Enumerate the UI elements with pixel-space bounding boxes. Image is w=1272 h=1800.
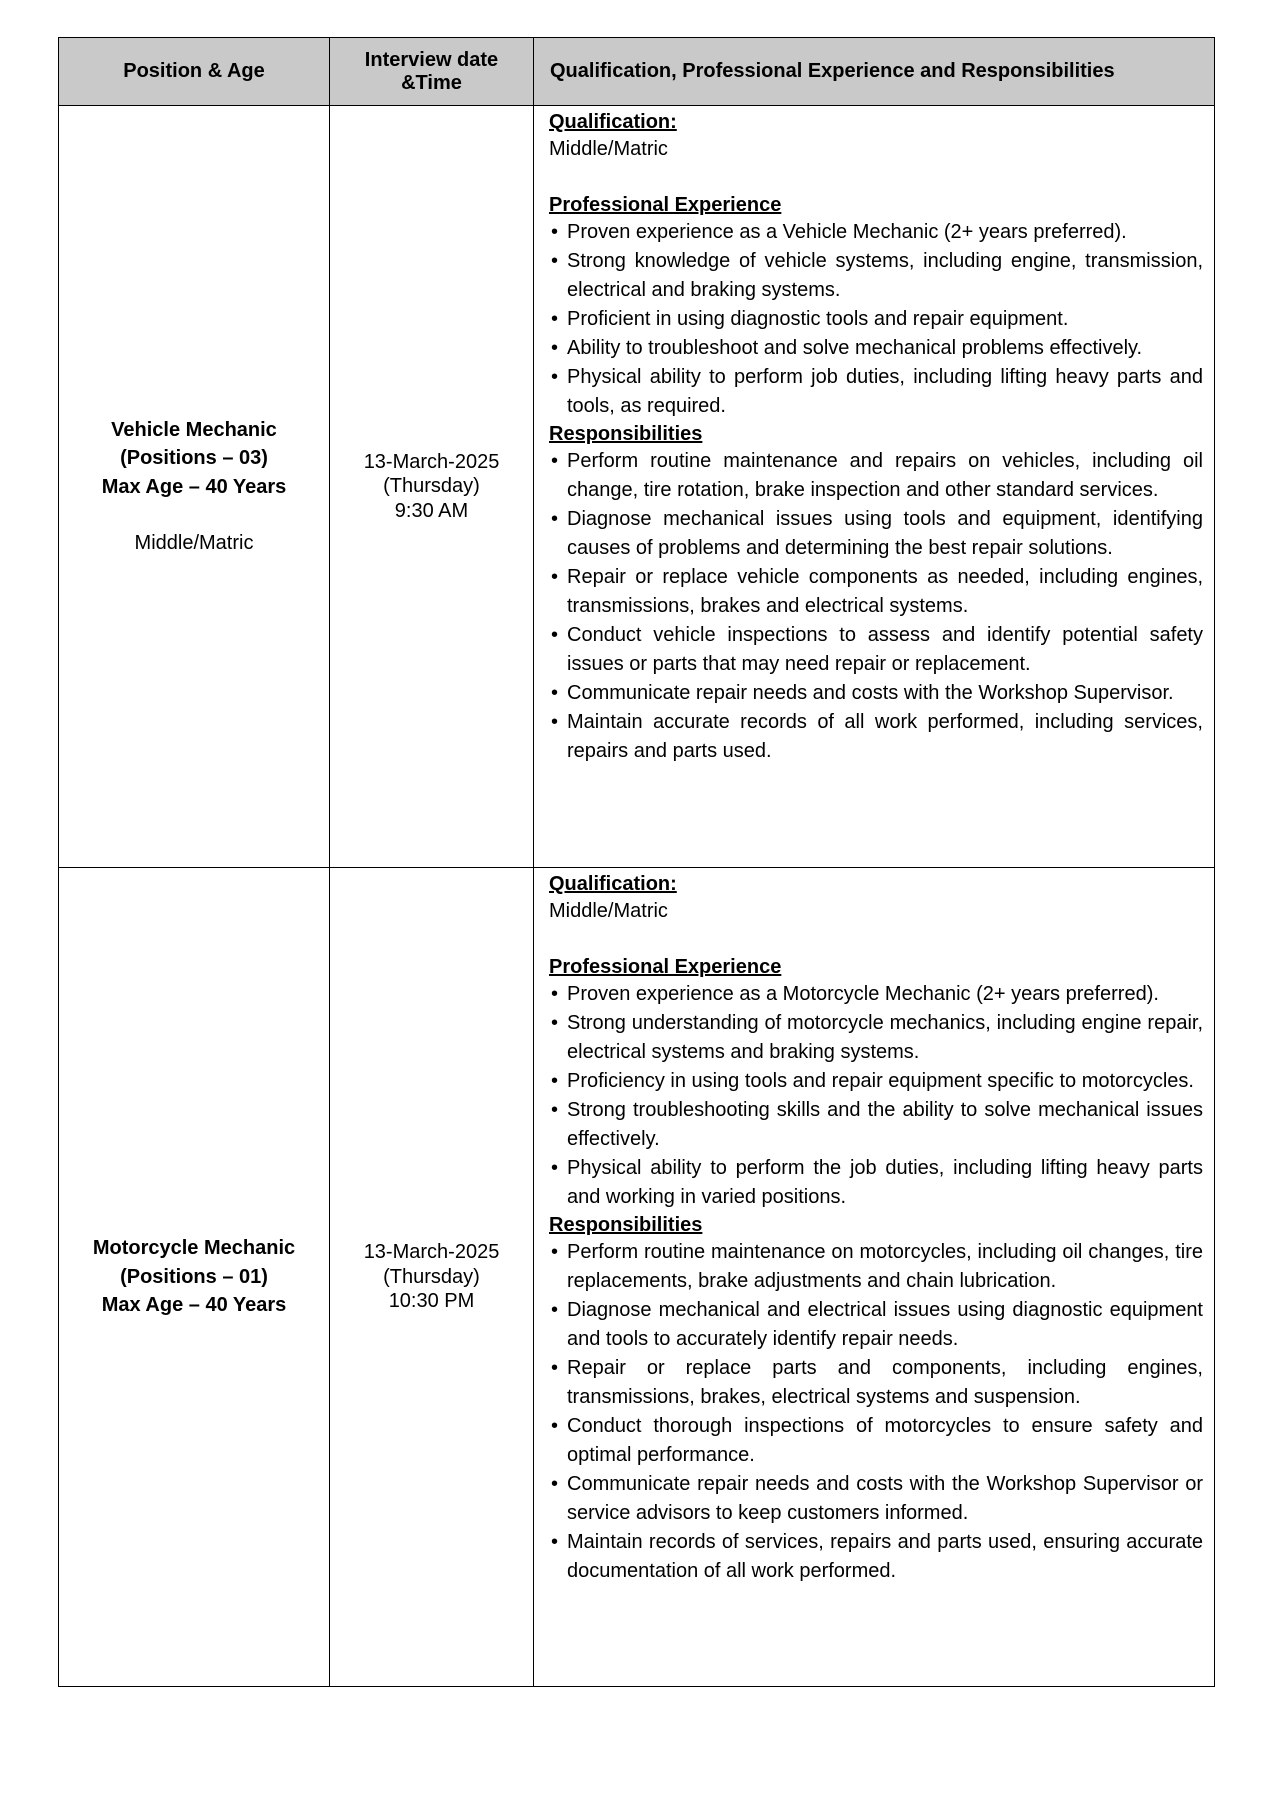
list-item: • Ability to troubleshoot and solve mechanical problems effectively.	[549, 334, 1203, 363]
list-item: • Physical ability to perform the job duties, including lifting heavy parts and working in varied positions.	[549, 1154, 1203, 1212]
list-item: • Diagnose mechanical and electrical issues using diagnostic equipment and tools to accurately identify repair needs.	[549, 1296, 1203, 1354]
list-item: • Conduct thorough inspections of motorcycles to ensure safety and optimal performance.	[549, 1412, 1203, 1470]
list-item: • Communicate repair needs and costs with the Workshop Supervisor or service advisors to keep customers informed.	[549, 1470, 1203, 1528]
list-item: • Proven experience as a Motorcycle Mechanic (2+ years preferred).	[549, 980, 1203, 1009]
interview-cell	[330, 106, 534, 868]
max-age: Max Age – 40 Years	[101, 475, 287, 498]
list-item: • Strong understanding of motorcycle mechanics, including engine repair, electrical systems and braking systems.	[549, 1009, 1203, 1067]
jobs-table	[58, 37, 1215, 1687]
list-item: • Repair or replace vehicle components as needed, including engines, transmissions, brakes and electrical systems.	[549, 563, 1203, 621]
position-cell	[59, 106, 330, 868]
responsibilities-heading: Responsibilities	[549, 423, 703, 445]
positions-count: (Positions – 01)	[120, 1265, 268, 1288]
max-age: Max Age – 40 Years	[101, 1294, 287, 1317]
list-item: • Perform routine maintenance on motorcycles, including oil changes, tire replacements, brake adjustments and chain lubrication.	[549, 1238, 1203, 1296]
interview-date: 13-March-2025	[363, 1241, 500, 1264]
experience-heading: Professional Experience	[549, 194, 782, 216]
experience-list	[549, 218, 1203, 421]
header-qualification: Qualification, Professional Experience and Responsibilities	[534, 38, 1215, 106]
list-item: • Repair or replace parts and components, including engines, transmissions, brakes, electrical systems and suspension.	[549, 1354, 1203, 1412]
list-item: • Conduct vehicle inspections to assess and identify potential safety issues or parts that may need repair or replacement.	[549, 621, 1203, 679]
list-item: • Perform routine maintenance and repairs on vehicles, including oil change, tire rotation, brake inspection and other standard services.	[549, 447, 1203, 505]
position-cell	[59, 868, 330, 1687]
table-header-row	[59, 38, 1215, 106]
interview-date: 13-March-2025	[363, 450, 500, 473]
list-item: • Proven experience as a Vehicle Mechanic (2+ years preferred).	[549, 218, 1203, 247]
list-item: • Proficiency in using tools and repair equipment specific to motorcycles.	[549, 1067, 1203, 1096]
positions-count: (Positions – 03)	[120, 447, 268, 469]
list-item: • Strong knowledge of vehicle systems, including engine, transmission, electrical and braking systems.	[549, 247, 1203, 305]
list-item: • Strong troubleshooting skills and the ability to solve mechanical issues effectively.	[549, 1096, 1203, 1154]
interview-cell	[330, 868, 534, 1687]
list-item: • Maintain records of services, repairs and parts used, ensuring accurate documentation of all work performed.	[549, 1528, 1203, 1586]
details-cell	[534, 868, 1215, 1687]
interview-time: 9:30 AM	[394, 499, 469, 522]
interview-day: (Thursday)	[383, 475, 480, 498]
list-item: • Proficient in using diagnostic tools and repair equipment.	[549, 305, 1203, 334]
qualification-heading: Qualification:	[549, 111, 677, 133]
list-item: • Communicate repair needs and costs with the Workshop Supervisor.	[549, 679, 1203, 708]
qualification-value: Middle/Matric	[549, 138, 668, 160]
position-title: Vehicle Mechanic	[111, 418, 277, 441]
list-item: • Maintain accurate records of all work performed, including services, repairs and parts used.	[549, 708, 1203, 766]
table-row	[59, 106, 1215, 868]
interview-day: (Thursday)	[383, 1265, 480, 1288]
list-item: • Physical ability to perform job duties, including lifting heavy parts and tools, as required.	[549, 363, 1203, 421]
experience-list	[549, 980, 1203, 1212]
responsibilities-list	[549, 447, 1203, 766]
header-interview: Interview date &Time	[330, 38, 534, 106]
qualification-heading: Qualification:	[549, 873, 677, 895]
list-item: • Diagnose mechanical issues using tools and equipment, identifying causes of problems and determining the best repair solutions.	[549, 505, 1203, 563]
qualification-value: Middle/Matric	[549, 900, 668, 922]
details-cell	[534, 106, 1215, 868]
responsibilities-heading: Responsibilities	[549, 1214, 703, 1236]
interview-time: 10:30 PM	[388, 1290, 475, 1313]
responsibilities-list	[549, 1238, 1203, 1586]
education: Middle/Matric	[134, 532, 254, 554]
table-row	[59, 868, 1215, 1687]
header-position-age: Position & Age	[59, 38, 330, 106]
experience-heading: Professional Experience	[549, 956, 782, 978]
position-title: Motorcycle Mechanic	[92, 1237, 296, 1260]
